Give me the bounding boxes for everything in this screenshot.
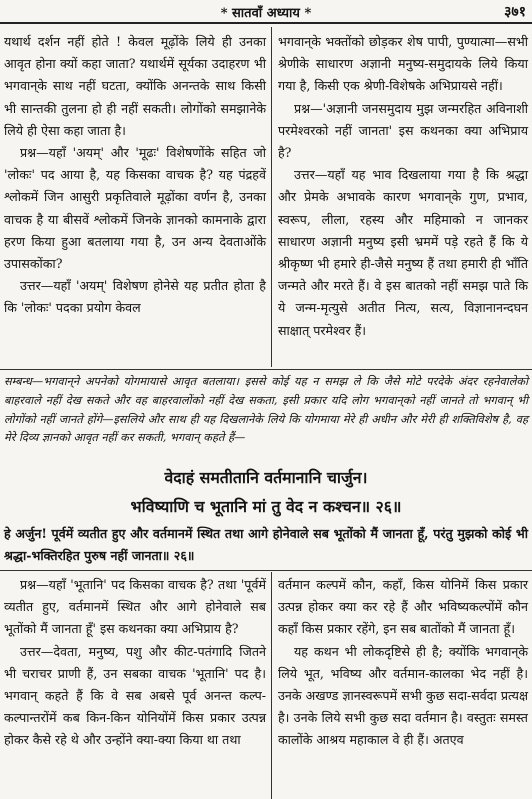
paragraph: उत्तर—यहाँ यह भाव दिखलाया गया है कि श्रद्धा और प्रेमके अभावके कारण भगवान्‌के गुण, प्रभाव, स्वरूप, लीला, रहस्य और महिमाको न जानकर साधारण अज्ञानी मनुष्य इसी भ्रममें पड़े रहते हैं कि ये श्रीकृष्ण भी हमारे ही-जैसे मनुष्य हैं तथा हमारी ही भाँति जन्मते और मरते हैं। वे इस बातको नहीं समझ पाते कि ये जन्म-मृत्युसे अतीत नित्य, सत्य, विज्ञानानन्दघन साक्षात् परमेश्वर हैं। [278, 167, 528, 338]
verse-line-2: भविष्याणि च भूतानि मां तु वेद न कश्चन॥ २६॥ [130, 497, 402, 516]
section-rule [0, 570, 532, 571]
section-rule [0, 369, 532, 370]
commentary-top-right [278, 31, 528, 342]
page-header [0, 0, 532, 22]
paragraph: उत्तर—देवता, मनुष्य, पशु और कीट-पतंगादि जितने भी चराचर प्राणी हैं, उन सबका वाचक 'भूतानि' पद है। भगवान् कहते हैं कि वे सब अबसे पूर्व अनन्त कल्प-कल्पान्तरोंमें कब किन-किन योनियोंमें किस प्रकार उत्पन्न होकर कैसे रहे थे और उन्होंने क्या-क्या किया था तथा [4, 643, 266, 748]
paragraph: उत्तर—यहाँ 'अयम्' विशेषण होनेसे यह प्रतीत होता है कि 'लोकः' पदका प्रयोग केवल [4, 278, 266, 316]
paragraph: वर्तमान कल्पमें कौन, कहाँ, किस योनिमें किस प्रकार उत्पन्न होकर क्या कर रहे हैं और भविष्यकल्पोंमें कौन कहाँ किस प्रकार रहेंगे, इन सब बातोंको मैं जानता हूँ। [278, 577, 528, 637]
verse-line-1: वेदाहं समतीतानि वर्तमानानि चार्जुन। [164, 468, 368, 487]
chapter-title: * सातवाँ अध्याय * [220, 6, 312, 21]
paragraph: प्रश्न—यहाँ 'भूतानि' पद किसका वाचक है? तथा 'पूर्वमें व्यतीत हुए, वर्तमानमें स्थित और आगे होनेवाले सब भूतोंको मैं जानता हूँ' इस कथनका क्या अभिप्राय है? [4, 577, 266, 637]
paragraph: यथार्थ दर्शन नहीं होते ! केवल मूढ़ोंके लिये ही उनका आवृत होना क्यों कहा जाता? यथार्थमें सूर्यका उदाहरण भी भगवान्‌के साथ नहीं घटता, क्योंकि अनन्तके साथ किसी भी सान्तकी तुलना हो ही नहीं सकती। लोगोंको समझानेके लिये ही ऐसा कहा जाता है। [4, 34, 266, 138]
paragraph: भगवान्‌के भक्तोंको छोड़कर शेष पापी, पुण्यात्मा—सभी श्रेणीके साधारण अज्ञानी मनुष्य-समुदायके लिये किया गया है, किसी एक श्रेणी-विशेषके अभिप्रायसे नहीं। [278, 34, 528, 94]
paragraph: यह कथन भी लोकदृष्टिसे ही है; क्योंकि भगवान्‌के लिये भूत, भविष्य और वर्तमान-कालका भेद नहीं है। उनके अखण्ड ज्ञानस्वरूपमें सभी कुछ सदा-सर्वदा प्रत्यक्ष है। उनके लिये सभी कुछ सदा वर्तमान है। वस्तुतः समस्त कालोंके आश्रय महाकाल वे ही हैं। अतएव [278, 643, 528, 748]
verse-translation: हे अर्जुन! पूर्वमें व्यतीत हुए और वर्तमानमें स्थित तथा आगे होनेवाले सब भूतोंको मैं जानता हूँ, परंतु मुझको कोई भी श्रद्धा-भक्तिरहित पुरुष नहीं जानता॥ २६॥ [4, 526, 528, 563]
page-number: ३७१ [504, 4, 526, 20]
column-divider [271, 572, 272, 799]
commentary-bottom-left [4, 574, 266, 752]
column-divider [271, 27, 272, 367]
header-rule [0, 22, 532, 24]
paragraph: प्रश्न—यहाँ 'अयम्' और 'मूढः' विशेषणोंके सहित जो 'लोकः' पद आया है, यह किसका वाचक है? यह पंद्रहवें श्लोकमें जिन आसुरी प्रकृतिवाले मूढ़ोंका वर्णन है, उनका वाचक है या बीसवें श्लोकमें जिनके ज्ञानको कामनाके द्वारा हरण किया हुआ बतलाया गया है, उन अन्य देवताओंके उपासकोंका? [4, 145, 266, 272]
paragraph: प्रश्न—'अज्ञानी जनसमुदाय मुझ जन्मरहित अविनाशी परमेश्वरको नहीं जानता' इस कथनका क्या अभिप्राय है? [278, 100, 528, 161]
commentary-bottom-right [278, 574, 528, 752]
commentary-top-left [4, 31, 266, 320]
sambandh-note: सम्बन्ध—भगवान्‌ने अपनेको योगमायासे आवृत बतलाया। इससे कोई यह न समझ ले कि जैसे मोटे परदेके अंदर रहनेवालेको बाहरवाले नहीं देख सकते और वह बाहरवालोंको नहीं देख सकता, इसी प्रकार यदि लोग भगवान्‌को नहीं जानते तो भगवान् भी लोगोंको नहीं जानते होंगे—इसलिये और साथ ही यह दिखलानेके लिये कि योगमाया मेरे ही अधीन और मेरी ही शक्तिविशेष है, वह मेरे दिव्य ज्ञानको आवृत नहीं कर सकती, भगवान् कहते हैं— [4, 375, 528, 445]
shloka-verse [0, 463, 532, 521]
